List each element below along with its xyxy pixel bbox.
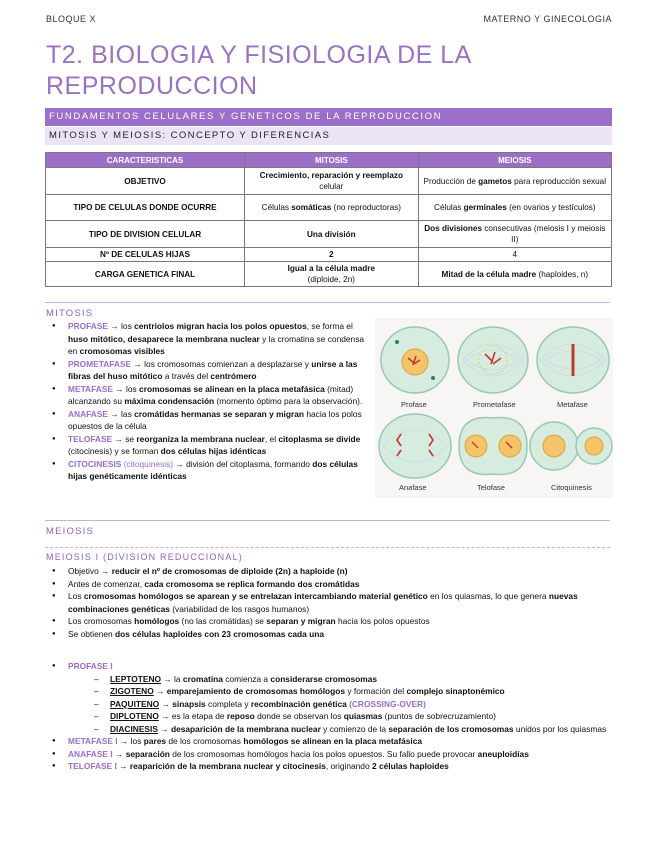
list-item: ● Se obtienen dos células haploides con 23 cromosomas cada una: [46, 628, 611, 641]
profase-cell: [381, 327, 449, 393]
table-cell: Dos divisiones consecutivas (meiosis I y meiosis II): [418, 221, 611, 248]
table-row: [46, 248, 612, 262]
meiosis-phases-list: [46, 660, 611, 773]
table-cell: Mitad de la célula madre (haploides, n): [418, 262, 611, 287]
list-item: ● METAFASE I → los pares de los cromosomas homólogos se alinean en la placa metafásica: [46, 735, 611, 748]
list-item: – DIACINESIS → desaparición de la membrana nuclear y comienzo de la separación de los cromosomas unidos por los quiasmas: [68, 723, 611, 736]
header-right: MATERNO Y GINECOLOGIA: [483, 14, 612, 24]
subsection-bar: MITOSIS Y MEIOSIS: CONCEPTO Y DIFERENCIAS: [45, 127, 612, 145]
table-row: [46, 168, 612, 195]
table-cell: 2: [245, 248, 419, 262]
comparison-table: [45, 152, 612, 287]
row-label: Nº DE CELULAS HIJAS: [46, 248, 245, 262]
profase1-sublist: [68, 673, 611, 736]
row-label: TIPO DE CELULAS DONDE OCURRE: [46, 195, 245, 221]
list-item: ● ANAFASE → las cromátidas hermanas se separan y migran hacia los polos opuestos de la célula: [46, 408, 371, 433]
page-title: T2. BIOLOGIA Y FISIOLOGIA DE LA REPRODUCCION: [46, 41, 471, 100]
table-header: CARACTERISTICAS: [46, 153, 245, 168]
list-item: ● Los cromosomas homólogos se aparean y se entrelazan intercambiando material genético en los quiasmas, lo que genera nuevas combinaciones genéticas (variabilidad de los rasgos humanos): [46, 590, 611, 615]
table-cell: Células somáticas (no reproductoras): [245, 195, 419, 221]
table-cell: Crecimiento, reparación y reemplazo celular: [245, 168, 419, 195]
citoquinesis-cells: [530, 422, 612, 470]
list-item: ● CITOCINESIS (citoquinesis) → división del citoplasma, formando dos células hijas genéticamente idénticas: [46, 458, 371, 483]
list-item: ● ANAFASE I → separación de los cromosomas homólogos hacia los polos opuestos. Su fallo puede provocar aneuploidías: [46, 748, 611, 761]
list-item: ● Objetivo → reducir el nº de cromosomas de diploide (2n) a haploide (n): [46, 565, 611, 578]
list-item: ● PROMETAFASE → los cromosomas comienzan a desplazarse y unirse a las fibras del huso mitótico a través del centrómero: [46, 358, 371, 383]
anafase-cell: [379, 414, 451, 478]
table-row: [46, 221, 612, 248]
row-label: TIPO DE DIVISION CELULAR: [46, 221, 245, 248]
figure-caption: Telofase: [477, 483, 505, 492]
list-item: ● METAFASE → los cromosomas se alinean en la placa metafásica (mitad) alcanzando su máxima condensación (momento óptimo para la observación).: [46, 383, 371, 408]
row-label: OBJETIVO: [46, 168, 245, 195]
divider: [45, 520, 610, 521]
table-cell: Producción de gametos para reproducción sexual: [418, 168, 611, 195]
figure-caption: Profase: [401, 400, 427, 409]
figure-caption: Prometafase: [473, 400, 516, 409]
row-label: CARGA GENETICA FINAL: [46, 262, 245, 287]
table-cell: Una división: [245, 221, 419, 248]
prometafase-cell: [458, 327, 528, 393]
list-item: – DIPLOTENO → es la etapa de reposo donde se observan los quiasmas (puntos de sobrecruzamiento): [68, 710, 611, 723]
table-header: MITOSIS: [245, 153, 419, 168]
telofase-cell: [459, 418, 527, 475]
table-cell: Células germinales (en ovarios y testículos): [418, 195, 611, 221]
dashed-divider: [45, 547, 610, 548]
section-bar: FUNDAMENTOS CELULARES Y GENETICOS DE LA REPRODUCCION: [45, 108, 612, 126]
list-item: ● PROFASE I – LEPTOTENO → la cromatina comienza a considerarse cromosomas – ZIGOTENO → emparejamiento de cromosomas homólogos y formación del complejo sinaptonémico – PAQUITENO → sinapsis completa y recombinación genética (CROSSING-OVER) – DIPLOTENO → es la etapa de reposo donde se observan los quiasmas (puntos de sobrecruzamiento) – DIACINESIS → desaparición de la membrana nuclear y comienzo de la separación de los cromosomas unidos por los quiasmas: [46, 660, 611, 735]
list-item: ● Antes de comenzar, cada cromosoma se replica formando dos cromátidas: [46, 578, 611, 591]
mitosis-figure: [375, 318, 613, 498]
table-row: [46, 262, 612, 287]
table-header: MEIOSIS: [418, 153, 611, 168]
table-cell: 4: [418, 248, 611, 262]
list-item: ● TELOFASE → se reorganiza la membrana nuclear, el citoplasma se divide (citocinesis) y se forman dos células hijas idénticas: [46, 433, 371, 458]
list-item: ● TELOFASE I → reaparición de la membrana nuclear y citocinesis, originando 2 células haploides: [46, 760, 611, 773]
figure-caption: Citoquinesis: [551, 483, 592, 492]
metafase-cell: [537, 327, 609, 393]
header-left: BLOQUE X: [46, 14, 97, 24]
list-item: ● Los cromosomas homólogos (no las cromátidas) se separan y migran hacia los polos opuestos: [46, 615, 611, 628]
mitosis-heading: MITOSIS: [46, 308, 94, 319]
table-cell: Igual a la célula madre (diploide, 2n): [245, 262, 419, 287]
table-header-row: [46, 153, 612, 168]
meiosis1-heading: MEIOSIS I (DIVISION REDUCCIONAL): [46, 552, 243, 562]
divider: [45, 302, 610, 303]
list-item: – PAQUITENO → sinapsis completa y recombinación genética (CROSSING-OVER): [68, 698, 611, 711]
list-item: – LEPTOTENO → la cromatina comienza a considerarse cromosomas: [68, 673, 611, 686]
figure-caption: Anafase: [399, 483, 427, 492]
meiosis-heading: MEIOSIS: [46, 526, 94, 537]
list-item: ● PROFASE → los centriolos migran hacia los polos opuestos, se forma el huso mitótico, desaparece la membrana nuclear y la cromatina se condensa en cromosomas visibles: [46, 320, 371, 358]
meiosis-list: [46, 565, 611, 640]
list-item: – ZIGOTENO → emparejamiento de cromosomas homólogos y formación del complejo sinaptonémico: [68, 685, 611, 698]
table-row: [46, 195, 612, 221]
figure-caption: Metafase: [557, 400, 588, 409]
mitosis-list: [46, 320, 371, 483]
